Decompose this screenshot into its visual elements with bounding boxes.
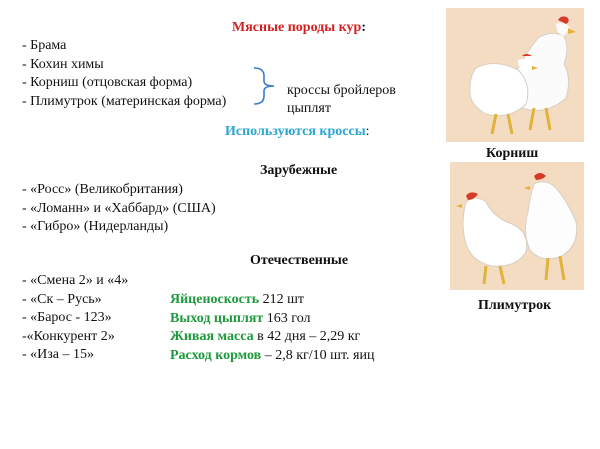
list-item: - «Ломанн» и «Хаббард» (США) xyxy=(22,200,216,216)
title-colon: : xyxy=(361,20,367,35)
cornish-photo xyxy=(446,8,584,142)
stat-row xyxy=(170,291,374,310)
foreign-list xyxy=(22,181,216,237)
stat-value: 163 гол xyxy=(263,310,311,326)
stat-label: Яйценоскость xyxy=(170,292,260,307)
used-crosses-heading xyxy=(225,124,370,140)
brace-icon xyxy=(250,66,280,106)
crosses-note-line2: цыплят xyxy=(287,101,331,116)
crosses-note xyxy=(287,82,396,118)
used-crosses-text: Используются кроссы xyxy=(225,124,366,139)
rooster-image xyxy=(446,8,584,142)
title-text: Мясные породы кур xyxy=(232,20,362,35)
list-item: - «Ск – Русь» xyxy=(22,291,102,307)
domestic-list xyxy=(22,272,128,365)
list-item: - Брама xyxy=(22,38,67,53)
stats-block xyxy=(170,291,374,365)
list-item: - «Росс» (Великобритания) xyxy=(22,182,183,197)
stat-value: – 2,8 кг/10 шт. яиц xyxy=(261,347,375,363)
hens-image xyxy=(450,162,584,290)
list-item: -«Конкурент 2» xyxy=(22,328,115,344)
breeds-list xyxy=(22,37,226,111)
stat-row xyxy=(170,310,374,329)
stat-row xyxy=(170,328,374,347)
stat-value: в 42 дня – 2,29 кг xyxy=(253,329,361,344)
used-crosses-colon: : xyxy=(365,124,370,139)
list-item: - Кохин химы xyxy=(22,56,104,72)
list-item: - «Иза – 15» xyxy=(22,347,95,362)
cornish-caption: Корниш xyxy=(486,146,539,161)
domestic-heading: Отечественные xyxy=(250,253,349,268)
stat-value: 212 шт xyxy=(259,292,305,307)
list-item: - Плимутрок (материнская форма) xyxy=(22,93,227,109)
stat-label: Выход цыплят xyxy=(170,310,264,326)
crosses-note-line1: кроссы бройлеров xyxy=(287,83,396,98)
list-item: - «Гибро» (Нидерланды) xyxy=(22,219,169,234)
stat-row xyxy=(170,347,374,366)
list-item: - Корниш (отцовская форма) xyxy=(22,75,193,90)
plymouth-photo xyxy=(450,162,584,290)
list-item: - «Смена 2» и «4» xyxy=(22,273,129,288)
stat-label: Расход кормов xyxy=(170,347,262,363)
page-title xyxy=(232,20,366,36)
list-item: - «Барос - 123» xyxy=(22,310,112,325)
plymouth-caption: Плимутрок xyxy=(478,298,552,313)
stat-label: Живая масса xyxy=(170,329,254,344)
foreign-heading: Зарубежные xyxy=(260,163,338,178)
